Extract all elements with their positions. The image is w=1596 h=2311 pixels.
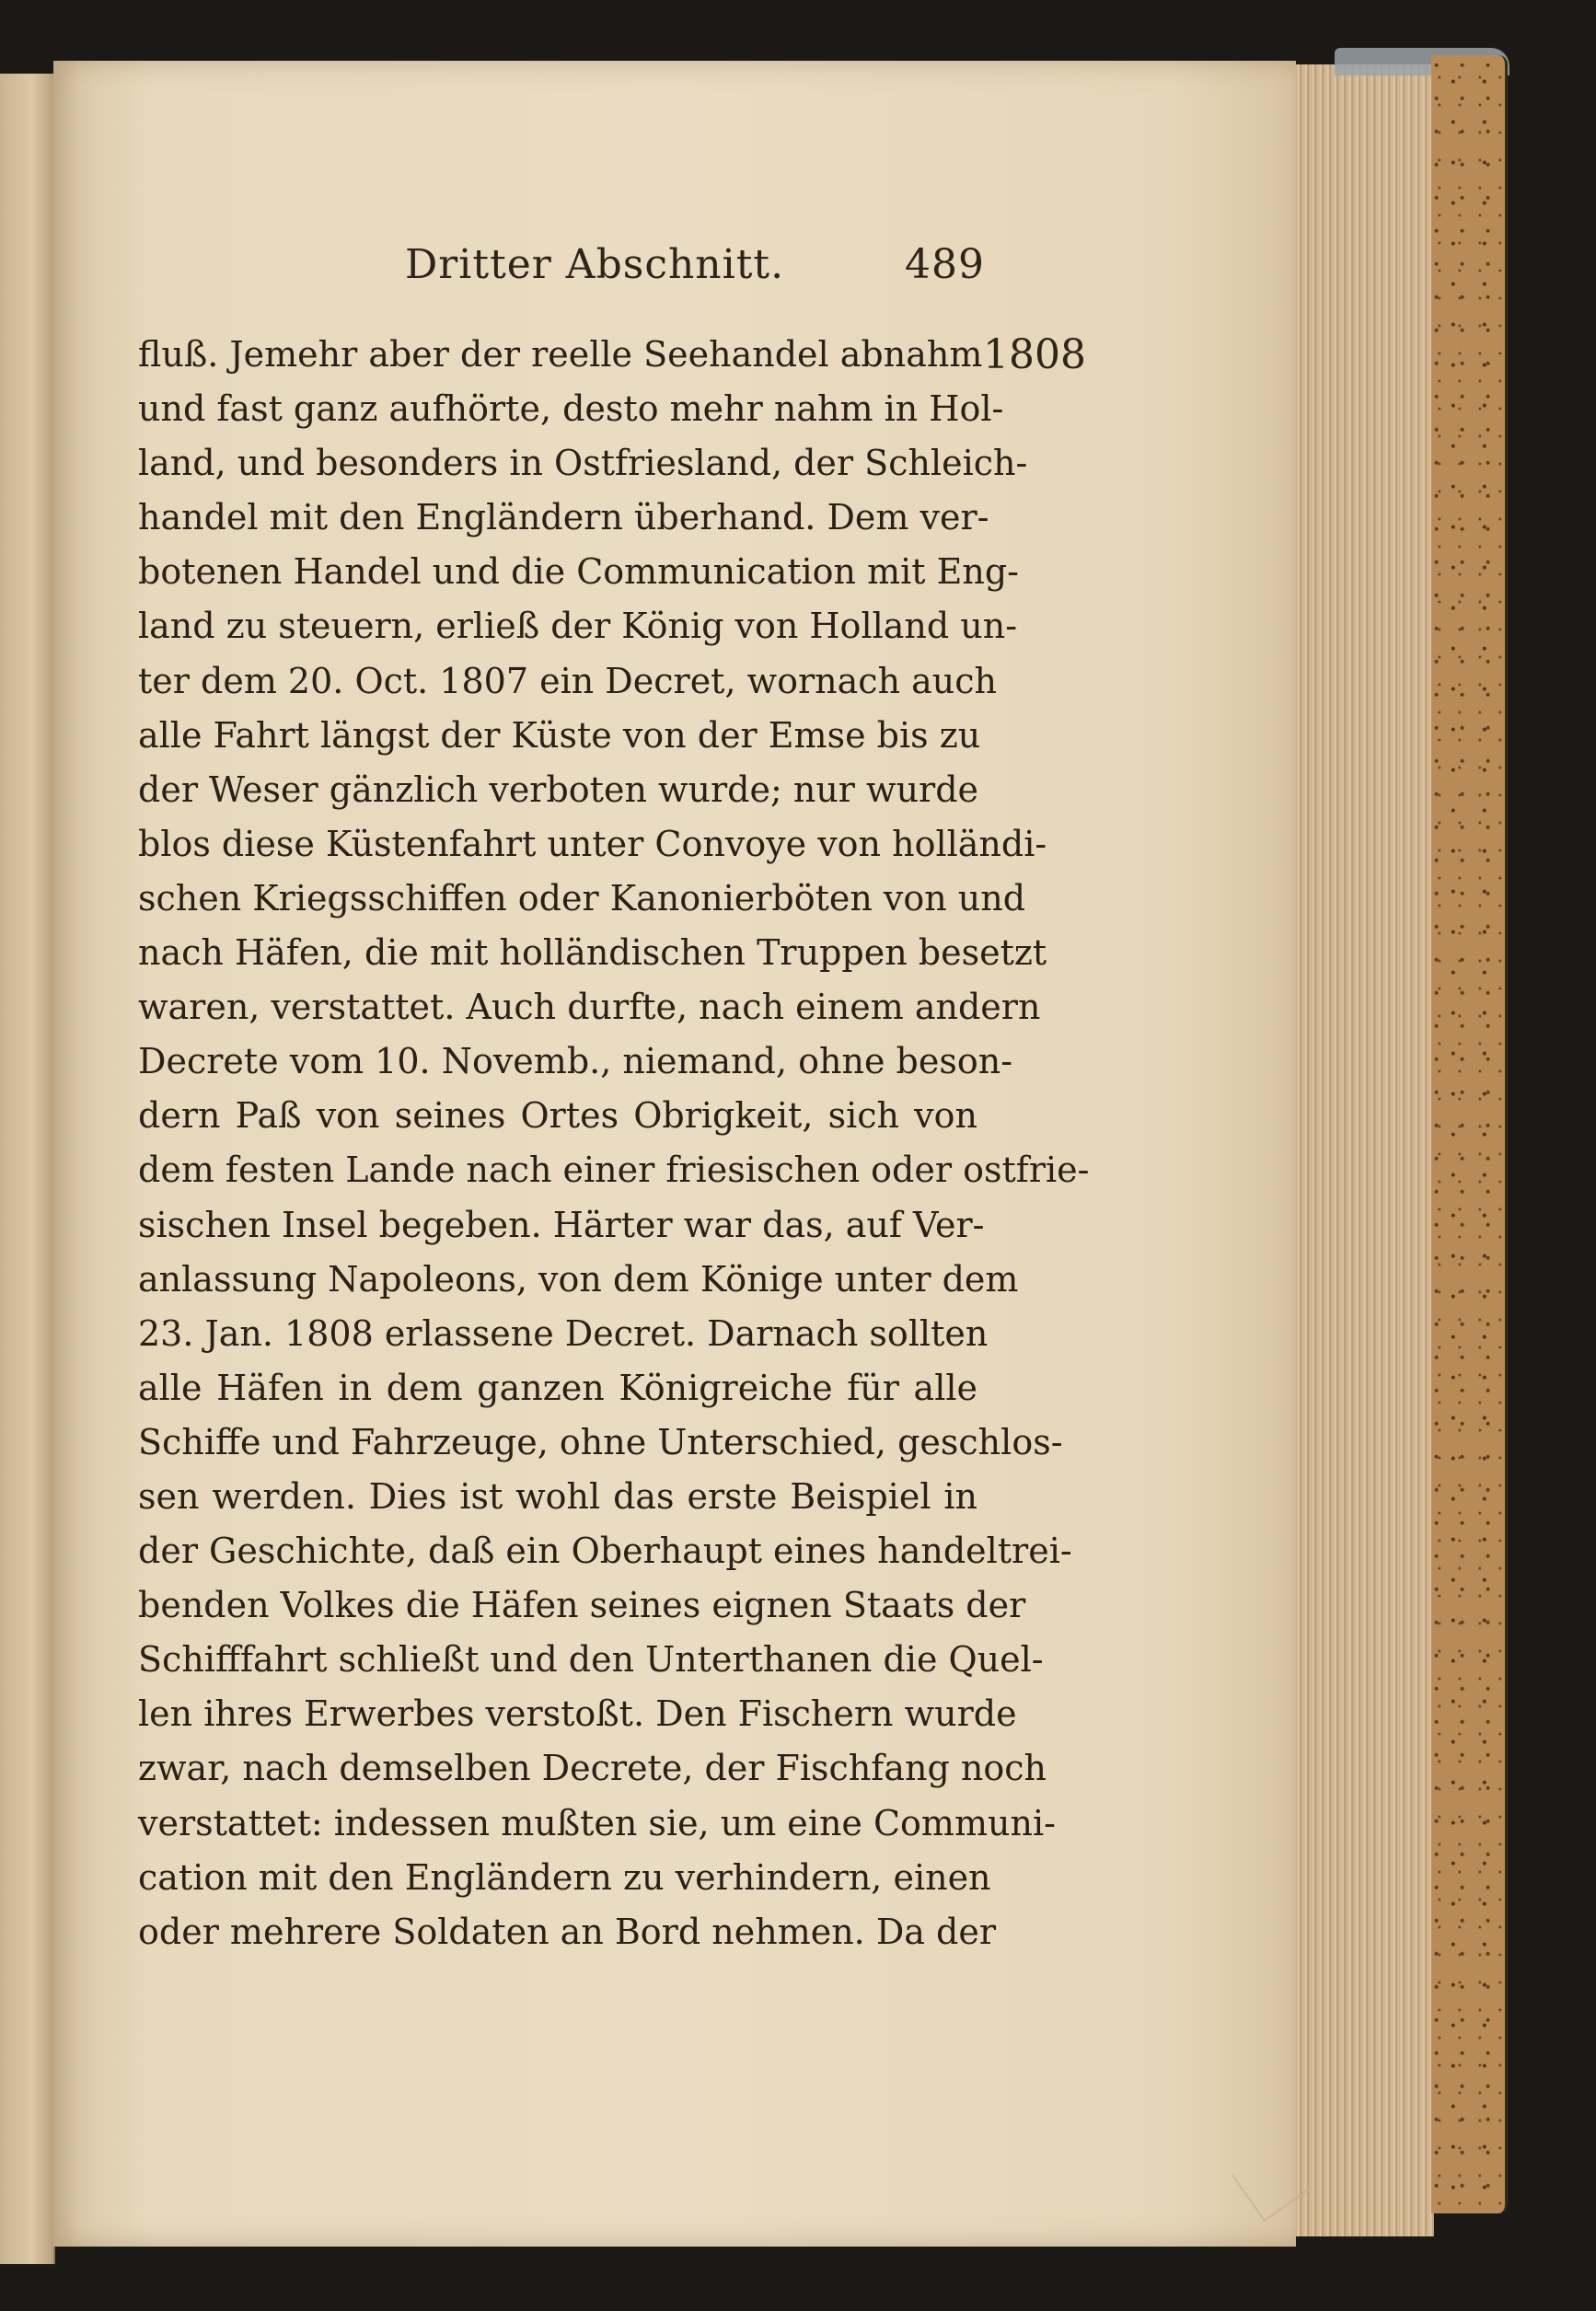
text-line: alle Fahrt längst der Küste von der Emse bis zu — [138, 714, 981, 756]
text-line: dem festen Lande nach einer friesischen oder ostfrie- — [138, 1150, 1090, 1191]
running-head — [405, 241, 994, 300]
text-line: nach Häfen, die mit holländischen Truppen besetzt — [138, 932, 1047, 974]
book-cover — [1431, 55, 1508, 2213]
text-line: sen werden. Dies ist wohl das erste Beispiel in — [138, 1475, 977, 1517]
margin-year-note: 1808 — [983, 331, 1086, 378]
text-line: land, und besonders in Ostfriesland, der Schleich- — [138, 443, 1028, 484]
text-line: benden Volkes die Häfen seines eignen Staats der — [138, 1585, 1026, 1626]
text-line: ter dem 20. Oct. 1807 ein Decret, wornach auch — [138, 660, 998, 701]
text-line: dern Paß von seines Ortes Obrigkeit, sich von — [138, 1095, 977, 1137]
text-line: len ihres Erwerbes verstoßt. Den Fischern wurde — [138, 1693, 1017, 1735]
text-line: der Geschichte, daß ein Oberhaupt eines handeltrei- — [138, 1531, 1072, 1572]
page-edges — [1296, 64, 1434, 2236]
text-line: oder mehrere Soldaten an Bord nehmen. Da der — [138, 1911, 997, 1952]
text-line: waren, verstattet. Auch durfte, nach einem andern — [138, 987, 1041, 1028]
text-line: anlassung Napoleons, von dem Könige unter dem — [138, 1258, 1019, 1300]
text-line: alle Häfen in dem ganzen Königreiche für alle — [138, 1367, 977, 1408]
text-line: verstattet: indessen mußten sie, um eine Communi- — [138, 1802, 1056, 1843]
text-line: schen Kriegsschiffen oder Kanonierböten von und — [138, 877, 1026, 919]
text-line: cation mit den Engländern zu verhindern, einen — [138, 1856, 991, 1898]
text-line: der Weser gänzlich verboten wurde; nur wurde — [138, 768, 979, 810]
text-line: blos diese Küstenfahrt unter Convoye von holländi- — [138, 823, 1047, 864]
previous-page-edge — [0, 74, 55, 2264]
text-line: land zu steuern, erließ der König von Holland un- — [138, 606, 1018, 647]
text-line: Schifffahrt schließt und den Unterthanen die Quel- — [138, 1639, 1044, 1681]
text-line: botenen Handel und die Communication mit Eng- — [138, 551, 1020, 593]
text-line: 23. Jan. 1808 erlassene Decret. Darnach sollten — [138, 1312, 989, 1354]
chapter-title: Dritter Abschnitt. — [405, 241, 785, 288]
text-line: handel mit den Engländern überhand. Dem ver- — [138, 497, 989, 538]
text-line: zwar, nach demselben Decrete, der Fischfang noch — [138, 1748, 1047, 1789]
text-line: sischen Insel begeben. Härter war das, auf Ver- — [138, 1204, 985, 1245]
text-line: und fast ganz aufhörte, desto mehr nahm in Hol- — [138, 388, 1004, 430]
text-line: fluß. Jemehr aber der reelle Seehandel abnahm — [138, 334, 983, 375]
page-number: 489 — [905, 241, 985, 288]
body-text — [138, 328, 1090, 1959]
text-line: Decrete vom 10. Novemb., niemand, ohne beson- — [138, 1041, 1013, 1082]
text-line: Schiffe und Fahrzeuge, ohne Unterschied, geschlos- — [138, 1421, 1063, 1462]
